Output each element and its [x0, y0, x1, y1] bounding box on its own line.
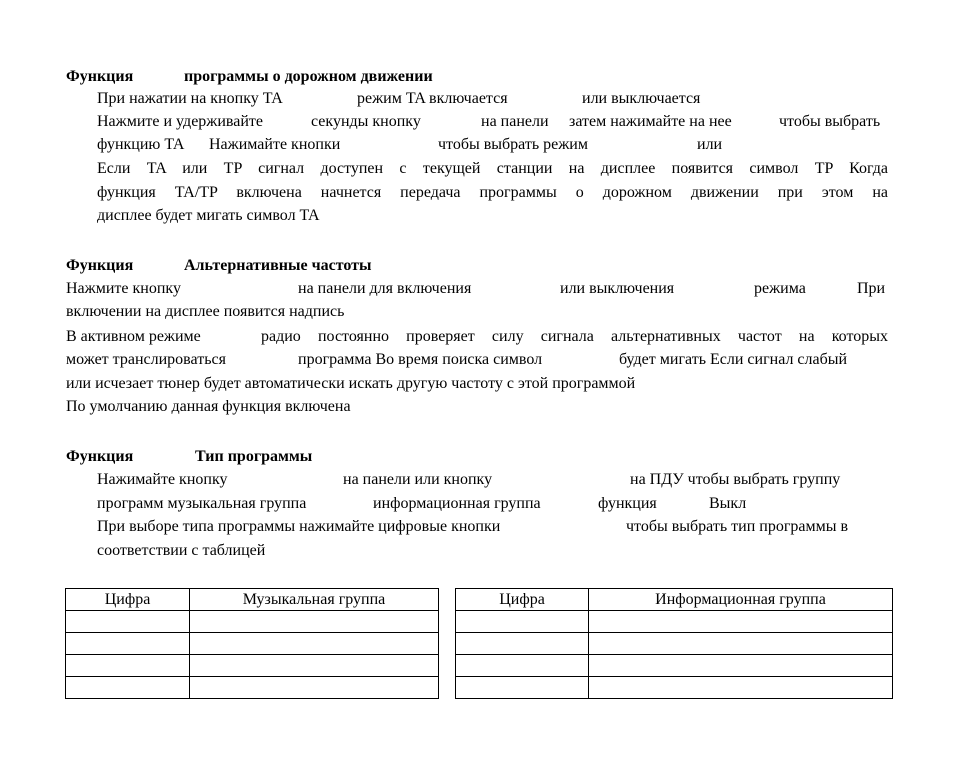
- table-header-row: [456, 589, 893, 611]
- table-cell: [66, 655, 190, 677]
- s2-text: будет мигать Если сигнал слабый: [619, 351, 848, 368]
- s1-text: или: [697, 136, 723, 153]
- table-cell: [456, 677, 589, 699]
- table-cell: [589, 655, 893, 677]
- s1-text: чтобы выбрать: [779, 113, 881, 130]
- s3-text: чтобы выбрать тип программы в: [626, 518, 849, 535]
- table-header-cell: Цифра: [456, 589, 589, 611]
- section1-heading-title: программы о дорожном движении: [184, 68, 433, 85]
- table-cell: [66, 677, 190, 699]
- s2-text: включении на дисплее появится надпись: [66, 303, 345, 320]
- s1-text: режим TA включается: [357, 90, 508, 107]
- s2-text: программа Во время поиска символ: [298, 351, 543, 368]
- table-row: [66, 611, 439, 633]
- s1-text: функция TA/TP включена начнется передача программы о дорожном движении при этом на: [97, 184, 888, 201]
- s2-text: При: [857, 280, 886, 297]
- table-row: [456, 633, 893, 655]
- section1-heading-prefix: Функция: [66, 68, 134, 85]
- s2-text: радио постоянно проверяет силу сигнала альтернативных частот на которых: [261, 328, 888, 345]
- s3-text: программ музыкальная группа: [97, 495, 307, 512]
- s1-text: затем нажимайте на нее: [569, 113, 732, 130]
- s2-text: По умолчанию данная функция включена: [66, 398, 351, 415]
- section3-heading-title: Тип программы: [195, 448, 313, 465]
- table-cell: [190, 633, 439, 655]
- s1-text: секунды кнопку: [311, 113, 421, 130]
- table-row: [456, 655, 893, 677]
- info-group-table: [455, 588, 893, 699]
- table-row: [66, 655, 439, 677]
- s3-text: функция: [598, 495, 657, 512]
- s2-text: может транслироваться: [66, 351, 226, 368]
- s3-text: информационная группа: [373, 495, 541, 512]
- s1-text: При нажатии на кнопку TA: [97, 90, 283, 107]
- s3-text: на ПДУ чтобы выбрать группу: [630, 471, 841, 488]
- table-cell: [66, 633, 190, 655]
- table-header-row: [66, 589, 439, 611]
- s2-text: В активном режиме: [66, 328, 201, 345]
- s3-text: При выборе типа программы нажимайте цифровые кнопки: [97, 518, 501, 535]
- table-cell: [190, 677, 439, 699]
- s3-text: соответствии с таблицей: [97, 542, 266, 559]
- s3-text: на панели или кнопку: [343, 471, 493, 488]
- s3-text: Нажимайте кнопку: [97, 471, 228, 488]
- s2-text: режима: [754, 280, 806, 297]
- s2-text: на панели для включения: [298, 280, 472, 297]
- s1-text: чтобы выбрать режим: [438, 136, 588, 153]
- table-cell: [456, 633, 589, 655]
- table-cell: [456, 655, 589, 677]
- table-row: [66, 633, 439, 655]
- s2-text: или выключения: [560, 280, 675, 297]
- table-header-cell: Музыкальная группа: [190, 589, 439, 611]
- table-header-cell: Цифра: [66, 589, 190, 611]
- table-cell: [589, 677, 893, 699]
- section2-heading-title: Альтернативные частоты: [184, 257, 372, 274]
- table-row: [456, 677, 893, 699]
- section3-heading-prefix: Функция: [66, 448, 134, 465]
- s1-text: на панели: [481, 113, 549, 130]
- table-row: [456, 611, 893, 633]
- s1-text: Нажмите и удерживайте: [97, 113, 264, 130]
- s2-text: или исчезает тюнер будет автоматически искать другую частоту с этой программой: [66, 375, 636, 392]
- s1-text: дисплее будет мигать символ TA: [97, 207, 320, 224]
- table-cell: [589, 633, 893, 655]
- section2-heading-prefix: Функция: [66, 257, 134, 274]
- table-cell: [589, 611, 893, 633]
- s1-text: или выключается: [582, 90, 701, 107]
- table-cell: [190, 611, 439, 633]
- table-cell: [456, 611, 589, 633]
- table-row: [66, 677, 439, 699]
- s2-text: Нажмите кнопку: [66, 280, 181, 297]
- s3-text: Выкл: [709, 495, 747, 512]
- s1-text: Если TA или TP сигнал доступен с текущей станции на дисплее появится символ TP Когда: [97, 160, 888, 177]
- s1-text: Нажимайте кнопки: [209, 136, 341, 153]
- table-cell: [190, 655, 439, 677]
- table-header-cell: Информационная группа: [589, 589, 893, 611]
- music-group-table: [65, 588, 439, 699]
- s1-text: функцию TA: [97, 136, 185, 153]
- table-cell: [66, 611, 190, 633]
